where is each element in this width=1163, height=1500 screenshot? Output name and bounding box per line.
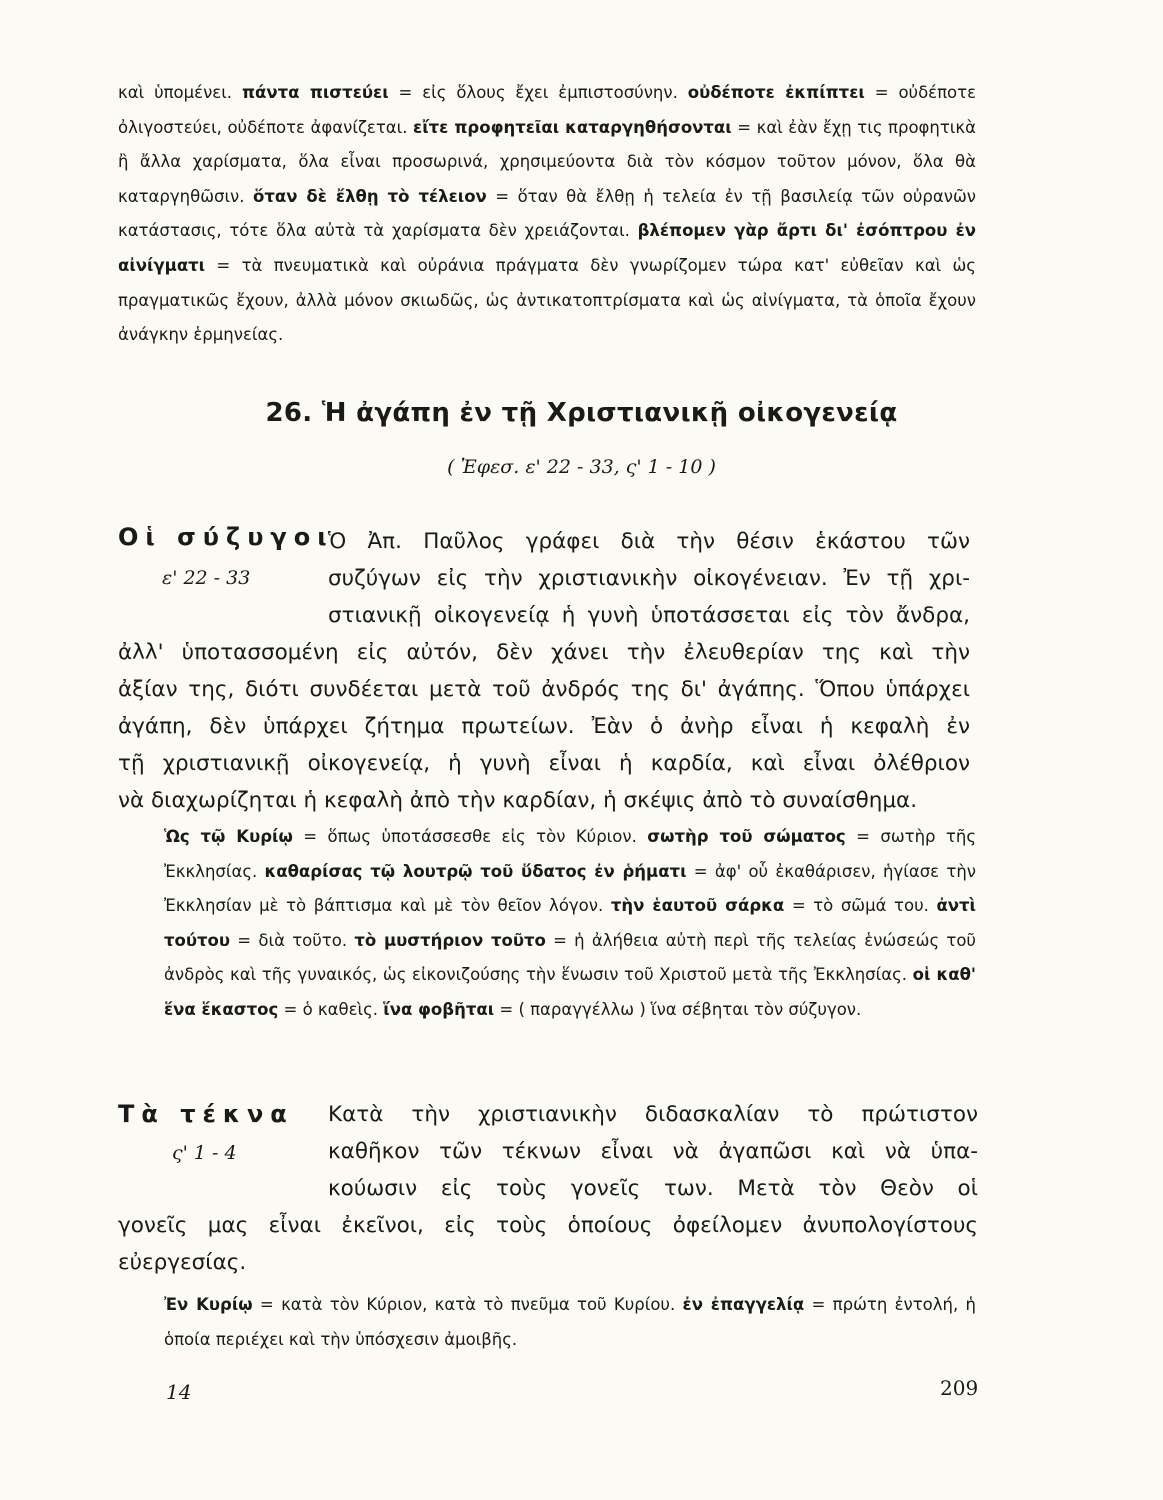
text-line: γονεῖς μας εἶναι ἐκεῖνοι, εἰς τοὺς ὁποίους ὀφείλομεν ἀνυπολογίστους — [118, 1213, 978, 1238]
gloss-text: = καὶ ἐὰν ἔχῃ τις προφητικὰ ἢ ἄλλα χαρίσματα, ὅλα εἶναι προσωρινά, χρησιμεύοντα διὰ τὸν κόσμον τοῦτον μόνον, ὅλα θὰ καταργηθῶσιν. — [118, 117, 976, 206]
gloss-text: = σωτὴρ τῆς Ἐκκλησίας. — [164, 827, 977, 881]
text-line: Κατὰ τὴν χριστιανικὴν διδασκαλίαν τὸ πρώτιστον — [328, 1102, 978, 1127]
term-heading: πάντα πιστεύει — [241, 83, 389, 102]
subsection-ref-children: ς' 1 - 4 — [172, 1142, 237, 1164]
section-reference: ( Ἐφεσ. ε' 22 - 33, ς' 1 - 10 ) — [447, 456, 716, 478]
term-heading: ἐν ἐπαγγελίᾳ — [682, 1295, 805, 1314]
term-heading: βλέπομεν γὰρ ἄρτι δι' ἐσόπτρου ἐν αἰνίγματι — [118, 221, 976, 275]
gloss-text: = ( παραγγέλλω ) ἵνα σέβηται τὸν σύζυγον. — [494, 999, 862, 1019]
gloss-text: = ὅπως ὑποτάσσεσθε εἰς τὸν Κύριον. — [292, 827, 648, 846]
gloss-text: = οὐδέποτε ὀλιγοστεύει, οὐδέποτε ἀφανίζεται. — [118, 83, 976, 137]
subsection-title-spouses: Οἱ σύζυγοι — [118, 523, 334, 551]
gloss-text: = διὰ τοῦτο. — [230, 930, 355, 950]
term-heading: ὅταν δὲ ἔλθῃ τὸ τέλειον — [253, 186, 487, 206]
gloss-text: = κατὰ τὸν Κύριον, κατὰ τὸ πνεῦμα τοῦ Κυρίου. — [252, 1295, 683, 1314]
spouses-paragraph — [118, 523, 970, 819]
gloss-text: = ἀφ' οὗ ἐκαθάρισεν, ἡγίασε τὴν Ἐκκλησίαν μὲ τὸ βάπτισμα καὶ μὲ τὸν θεῖον λόγον. — [164, 861, 976, 916]
text-line: εὐεργεσίας. — [118, 1250, 247, 1275]
text-line: κούωσιν εἰς τοὺς γονεῖς των. Μετὰ τὸν Θεὸν οἱ — [328, 1176, 978, 1201]
text-line: καθῆκον τῶν τέκνων εἶναι νὰ ἀγαπῶσι καὶ νὰ ὑπα- — [328, 1139, 978, 1164]
children-paragraph — [118, 1096, 978, 1281]
text-line: Ὁ Ἀπ. Παῦλος γράφει διὰ τὴν θέσιν ἑκάστου τῶν — [328, 529, 970, 554]
term-heading: ἀντὶ τούτου — [164, 896, 976, 950]
text-line: ἀλλ' ὑποτασσομένη εἰς αὐτόν, δὲν χάνει τὴν ἐλευθερίαν της καὶ τὴν — [118, 640, 970, 665]
term-heading: εἴτε προφητεῖαι καταργηθήσονται — [413, 117, 732, 137]
commentary-paragraph-children — [118, 1288, 976, 1357]
subsection-ref-spouses: ε' 22 - 33 — [162, 567, 251, 589]
term-heading: Ὡς τῷ Κυρίῳ — [164, 827, 293, 846]
gloss-text: = τὰ πνευματικὰ καὶ οὐράνια πράγματα δὲν γνωρίζομεν τώρα κατ' εὐθεῖαν καὶ ὡς πραγματικῶς ἔχουν, ἀλλὰ μόνον σκιωδῶς, ὡς ἀντικατοπτρίσματα καὶ ὡς αἰνίγματα, τὰ ὁποῖα ἔχουν ἀνάγκην ἑρμηνείας. — [118, 255, 976, 345]
text-line: συζύγων εἰς τὴν χριστιανικὴν οἰκογένειαν. Ἐν τῇ χρι- — [328, 566, 970, 591]
text-line: τῇ χριστιανικῇ οἰκογενείᾳ, ἡ γυνὴ εἶναι ἡ καρδία, καὶ εἶναι ὀλέθριον — [118, 751, 970, 776]
term-heading: τὴν ἑαυτοῦ σάρκα — [610, 896, 785, 916]
text-line: ἀξίαν της, διότι συνδέεται μετὰ τοῦ ἀνδρός της δι' ἀγάπης. Ὅπου ὑπάρχει — [118, 677, 970, 702]
term-heading: σωτὴρ τοῦ σώματος — [647, 827, 846, 846]
gloss-text: = ὅταν θὰ ἔλθῃ ἡ τελεία ἐν τῇ βασιλείᾳ τῶν οὐρανῶν κατάστασις, τότε ὅλα αὐτὰ τὰ χαρίσματα δὲν χρειάζονται. — [118, 186, 976, 241]
text-line: ἀγάπη, δὲν ὑπάρχει ζήτημα πρωτείων. Ἐὰν ὁ ἀνὴρ εἶναι ἡ κεφαλὴ ἐν — [118, 714, 970, 739]
gloss-text: = ὁ καθεὶς. — [278, 999, 384, 1019]
text-line: νὰ διαχωρίζηται ἡ κεφαλὴ ἀπὸ τὴν καρδίαν, ἡ σκέψις ἀπὸ τὸ συναίσθημα. — [118, 788, 918, 813]
commentary-paragraph-top — [118, 76, 976, 353]
subsection-title-children: Τὰ τέκνα — [118, 1100, 294, 1128]
term-heading: Ἐν Κυρίῳ — [164, 1295, 253, 1314]
section-heading: 26. Ἡ ἀγάπη ἐν τῇ Χριστιανικῇ οἰκογενείᾳ — [265, 398, 898, 428]
gloss-text: = τὸ σῶμά του. — [784, 896, 937, 916]
term-heading: τὸ μυστήριον τοῦτο — [354, 930, 546, 950]
term-heading: ἵνα φοβῆται — [383, 999, 495, 1019]
signature-mark: 14 — [166, 1380, 192, 1404]
page-number: 209 — [940, 1376, 979, 1400]
text-line: στιανικῇ οἰκογενείᾳ ἡ γυνὴ ὑποτάσσεται εἰς τὸν ἄνδρα, — [328, 603, 970, 628]
gloss-text: = εἰς ὅλους ἔχει ἐμπιστοσύνην. — [388, 83, 688, 102]
gloss-text: καὶ ὑπομένει. — [118, 83, 242, 102]
term-heading: οἱ καθ' ἕνα ἕκαστος — [164, 965, 976, 1019]
commentary-paragraph-spouses — [118, 820, 976, 1028]
gloss-text: = ἡ ἀλήθεια αὐτὴ περὶ τῆς τελείας ἑνώσεώς τοῦ ἀνδρὸς καὶ τῆς γυναικός, ὡς εἰκονιζούσης τὴν ἕνωσιν τοῦ Χριστοῦ μετὰ τῆς Ἐκκλησίας. — [164, 930, 976, 985]
term-heading: καθαρίσας τῷ λουτρῷ τοῦ ὕδατος ἐν ῥήματι — [264, 861, 687, 881]
gloss-text: = πρώτη ἐντολή, ἡ ὁποία περιέχει καὶ τὴν ὑπόσχεσιν ἀμοιβῆς. — [164, 1295, 976, 1349]
term-heading: οὐδέποτε ἐκπίπτει — [687, 83, 865, 102]
